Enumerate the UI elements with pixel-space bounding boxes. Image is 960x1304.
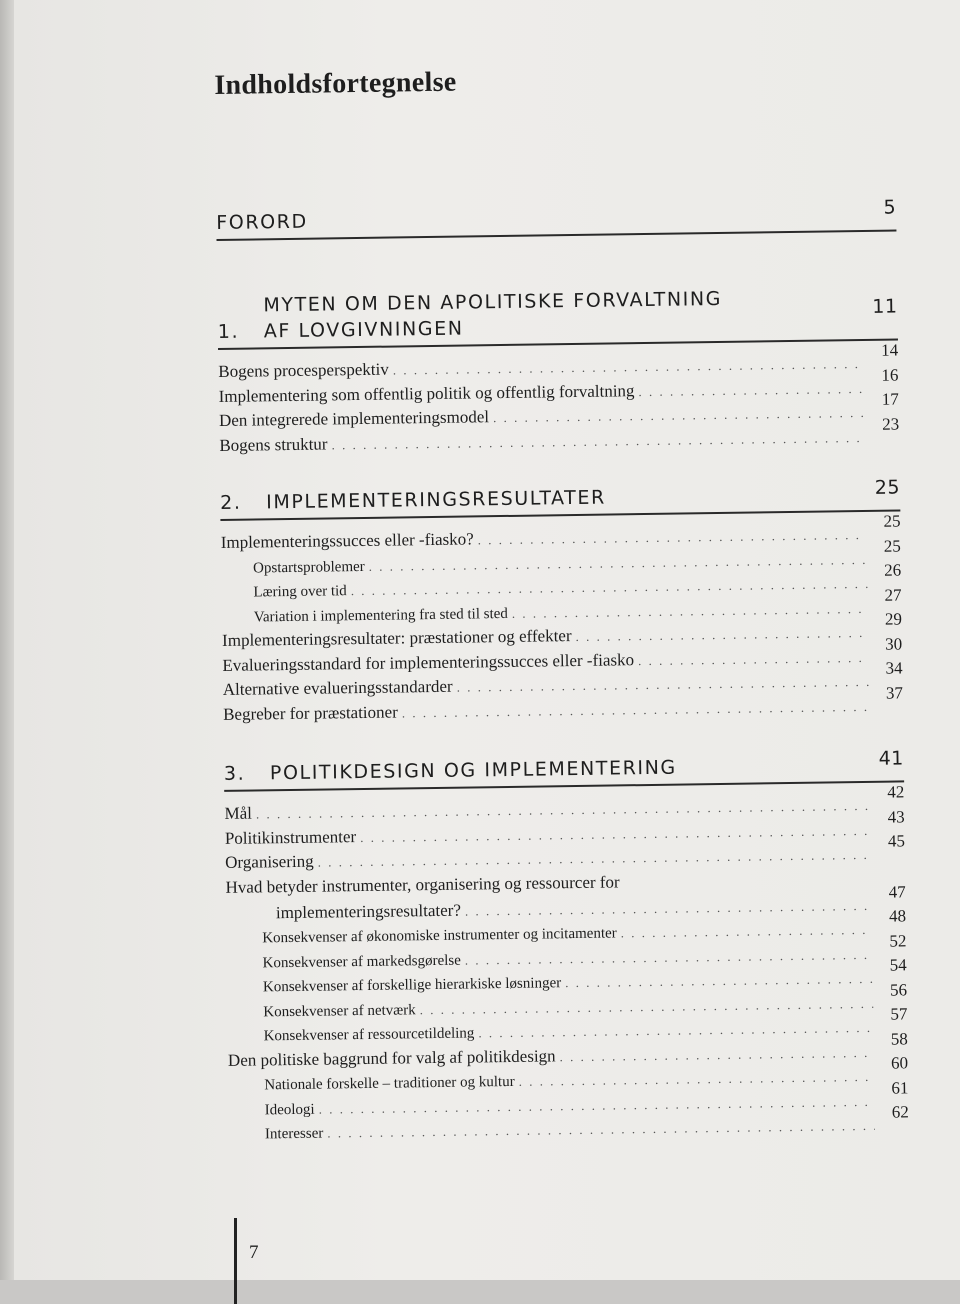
chapter-2 xyxy=(220,480,903,726)
entry-text: Læring over tid xyxy=(253,579,347,605)
chapter-title-line-2: AF LOVGIVNINGEN xyxy=(264,318,464,343)
entry-page: 57 xyxy=(877,1002,907,1027)
entry-page: 43 xyxy=(874,805,904,830)
chapter-entries xyxy=(221,521,904,726)
chapter-heading xyxy=(217,283,898,349)
chapter-title-line-1: MYTEN OM DEN APOLITISKE FORVALTNING xyxy=(263,288,722,316)
entry-page: 58 xyxy=(878,1027,908,1052)
entry-text: Ideologi xyxy=(264,1097,314,1122)
chapter-entries xyxy=(218,350,899,457)
page-title: Indholdsfortegnelse xyxy=(214,61,894,102)
leader-dots xyxy=(402,694,870,725)
chapter-heading xyxy=(224,751,904,791)
entry-text: Hvad betyder instrumenter, organisering og ressourcer for xyxy=(225,870,619,900)
entry-text: Politikinstrumenter xyxy=(225,825,357,851)
entry-page: 26 xyxy=(871,558,901,583)
page-edge xyxy=(0,0,14,1280)
entry-text: Mål xyxy=(224,802,252,827)
chapter-page: 11 xyxy=(872,293,898,319)
chapter-number: 2. xyxy=(220,489,266,516)
chapter-number: 3. xyxy=(224,760,270,787)
chapter-1 xyxy=(217,283,899,457)
entry-text: Alternative evalueringsstandarder xyxy=(223,675,453,703)
entry-page: 16 xyxy=(868,363,898,388)
chapter-page: 25 xyxy=(875,474,901,500)
leader-dots xyxy=(621,918,873,946)
chapter-title xyxy=(263,284,872,344)
book-page xyxy=(14,0,960,1280)
entry-text: Den integrerede implementeringsmodel xyxy=(219,405,489,433)
entry-page: 48 xyxy=(876,904,906,929)
chapter-page: 41 xyxy=(878,745,904,771)
entry-page: 62 xyxy=(879,1100,909,1125)
entry-text: Konsekvenser af netværk xyxy=(263,998,416,1025)
entry-text: Interesser xyxy=(265,1122,324,1147)
entry-text: Bogens struktur xyxy=(219,432,327,458)
entry-page: 47 xyxy=(876,880,906,905)
leader-dots xyxy=(638,645,869,673)
entry-page: 30 xyxy=(872,632,902,657)
entry-page: 37 xyxy=(873,681,903,706)
entry-page: 29 xyxy=(872,607,902,632)
entry-page: 60 xyxy=(878,1051,908,1076)
page-number: 7 xyxy=(249,1242,259,1263)
entry-text: Implementering som offentlig politik og offentlig forvaltning xyxy=(219,379,635,409)
entry-page: 61 xyxy=(878,1076,908,1101)
table-of-contents xyxy=(214,51,909,1147)
page-footer xyxy=(234,1218,259,1304)
entry-text: Opstartsproblemer xyxy=(253,554,365,580)
entry-text: Evalueringsstandard for implementeringssucces eller -fiasko xyxy=(222,648,634,678)
entry-text: Implementeringssucces eller -fiasko? xyxy=(221,527,474,555)
entry-page: 45 xyxy=(875,829,905,854)
chapter-page: 5 xyxy=(883,194,896,220)
entry-page: 17 xyxy=(869,387,899,412)
entry-text: Den politiske baggrund for valg af politikdesign xyxy=(228,1044,556,1073)
entry-text: Organisering xyxy=(225,850,314,876)
entry-page: 34 xyxy=(872,656,902,681)
entry-text: Konsekvenser af økonomiske instrumenter og incitamenter xyxy=(262,921,617,950)
entry-text: Konsekvenser af forskellige hierarkiske løsninger xyxy=(263,971,562,1000)
entry-text: implementeringsresultater? xyxy=(276,898,461,925)
entry-text: Konsekvenser af markedsgørelse xyxy=(262,948,461,975)
entry-page: 27 xyxy=(871,583,901,608)
entry-text: Konsekvenser af ressourcetildeling xyxy=(263,1021,474,1048)
chapter-title: FORORD xyxy=(216,201,884,236)
entry-page: 25 xyxy=(870,509,900,534)
chapter-entries xyxy=(224,792,909,1146)
entry-page: 23 xyxy=(869,412,899,437)
entry-page: 42 xyxy=(874,780,904,805)
chapter-number: 1. xyxy=(218,318,264,345)
chapter-3 xyxy=(224,751,909,1146)
entry-page: 56 xyxy=(877,978,907,1003)
entry-page: 25 xyxy=(871,534,901,559)
entry-text: Variation i implementering fra sted til sted xyxy=(254,601,508,629)
chapter-forord xyxy=(216,200,896,240)
entry-text: Begreber for præstationer xyxy=(223,700,398,727)
leader-dots xyxy=(638,376,865,404)
chapter-heading xyxy=(220,480,900,520)
entry-page: 52 xyxy=(876,929,906,954)
entry-text: Bogens procesperspektiv xyxy=(218,358,389,385)
chapter-title: POLITIKDESIGN OG IMPLEMENTERING xyxy=(270,752,879,786)
entry-page: 54 xyxy=(877,953,907,978)
entry-text: Nationale forskelle – traditioner og kultur xyxy=(264,1070,515,1098)
chapter-heading xyxy=(216,200,896,240)
entry-page: 14 xyxy=(868,338,898,363)
chapter-title: IMPLEMENTERINGSRESULTATER xyxy=(266,481,875,515)
entry-text: Implementeringsresultater: præstationer og effekter xyxy=(222,624,572,653)
